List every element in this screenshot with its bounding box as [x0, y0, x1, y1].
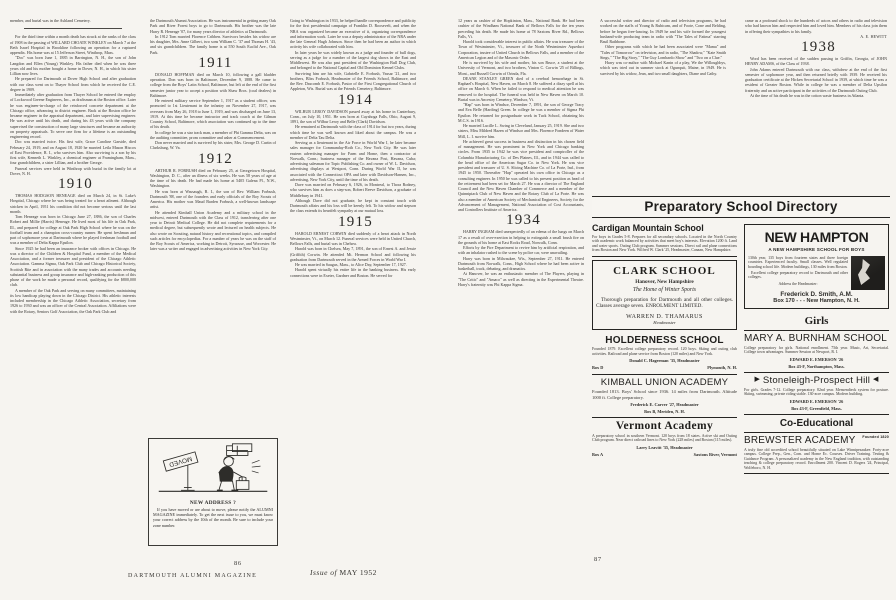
ad-headmaster-line: Donald C. Hagerman '35, Headmaster [629, 358, 700, 364]
paragraph: He achieved great success in business and distinction in his chosen field of management. He was prominent in New York and Chicago banking circles. From 1935 to 1942 he was vice president and comptroller of the Columbia Manufacturing Co. of Des Plaines, Ill., and in 1944 was called to the head office of the American Sugar Co. in New York. He was vice president and treasurer of U. S. Slicing Machine Co. of La Porte, Ind., from 1945 to 1950. Thereafter "Hap" operated his own office in Chicago as a consulting engineer. In 1950 he was called to his present position as head of the retirement had been set for March 27. He was a director of The England Council and the New Haven Chamber of Commerce and a member of the Quinnipiack Club of New Haven and the Rotary Club of La Porte. He was also a member of American Society of Mechanical Engineers, Society for the Advancement of Management, National Association of Cost Accountants, and Controllers Institute of America. [458, 138, 584, 212]
ad-headmaster-line: Larry Leavitt '35, Headmaster [636, 444, 693, 450]
paragraph: WILBUR LEROY DAVIDSON passed away at his home in Canterbury, Conn., on July 10, 1951. He was born at Cuyahoga Falls, Ohio, August 9, 1891, the son of Wilbur Leroy and Belle (Clark) Davidson. [290, 108, 416, 124]
issue-date: MAY 1952 [339, 568, 377, 577]
ad-body-text: A preparatory school in southern Vermont. 120 boys from 18 states. Active ski and Outing Club program. Near direct railroad lines to New York (228 miles) and Boston (115 miles). [592, 433, 737, 443]
paragraph: He entered military service September 1, 1917 as a student officer, was promoted to 1st Lieutenant in the infantry on November 27, 1917, was overseas from May 26, 1918 to June 1, 1919, and was discharged on June 13, 1919. At this time he became instructor and track coach at the Gilman Country School, Baltimore, which association was continued up to the time of his death. [150, 98, 276, 130]
paragraph: He is survived by his wife and mother, his son Bruce, a student at the University of Vermont, and two brothers, Vinton C. Corwin '25 of Billings, Mont., and Russell Corwin of Orinda, Fla. [458, 60, 584, 76]
page-number-right: 87 [594, 556, 602, 563]
class-year-heading-1912: 1912 [198, 150, 233, 167]
paragraph: A member of the Oak Park and serving on many committees, maintaining its low handicap playing down in the Chicago District. His athletic interests included membership in the Chicago Athletic Association, secretary from 1926 to 1930 and was an officer of the Central Association. Affiliations were with the Rotary, Seniors Golf Association, the Oak Park Club and [10, 287, 136, 314]
paragraph: Going to Washington in 1933, he helped handle correspondence and publicity for the first presidential campaign of Franklin D. Roosevelt, and when the NRA was organized became an executive of it, organizing correspondence and information work. Later he was a deputy administrator of the NRA under the late General Hugh Johnson. Since then he had been an author in which activity his wife collaborated with him. [290, 18, 416, 50]
ad-body-text: 130th year, 135 boys from fourteen states and three foreign countries. Experienced faculty. Small classes. Well regulated boarding school life. Modern buildings, 130 miles from Boston. [748, 255, 848, 269]
ad-body-text-2: Excellent college preparatory record to Dartmouth and other colleges. [748, 270, 848, 279]
ad-vermont-academy[interactable] [592, 418, 737, 460]
ad-box-number: Box D [592, 365, 604, 371]
ad-body-text: For girls. Grades 7-12. College preparatory. 82nd year. Mensendieck system for posture. Skiing, swimming, private riding stable. 130-acre campus. Modern building. [744, 387, 889, 397]
paragraph: ARTHUR R. FORBUSH died on February 25, at Georgetown Hospital, Washington, D. C., after an illness of six weeks. He was 58 years of age at the time of his death. He had made his home at 5405 Galena Pl., N.W., Washington. [150, 167, 276, 189]
paragraph: Immediately after graduation from Thayer School he entered the employ of Lockwood Greene Engineers, Inc., as draftsman at the Boston office. Later he was engineer-in-charge of the reinforced concrete department at the Chicago office, advancing to district engineer. Back at the Boston office he became engineer in the appraisal department, and later supervising engineer. He was active until his death, and during his 43 years with the company supervised the construction of many large structures and became an authority on property appraisals. To serve one firm for a lifetime is an outstanding engineering record. [10, 92, 136, 139]
svg-text:MOVED: MOVED [168, 454, 193, 468]
paragraph: He was married in Saugus, Mass., to Alice Day, September 17, 1927. [295, 262, 407, 267]
paragraph: Tom Heneage was born in Chicago June 27, 1886, the son of Charles Robert and Millie (Harris) Heneage. He lived most of his life in Oak Park, Ill., and prepared for college at Oak Park High School where he was on the football team and a champion cross-country runner. He spent freshman and part of sophomore year at Dartmouth where he played freshman football and was a member of Delta Kappa Epsilon. [10, 214, 136, 246]
paragraph: "Hap" was born in Windsor, December 7, 1891, the son of George Tracy and Eva Belle (Harding) Green. In college he was a member of Sigma Phi Epsilon. He returned for postgraduate work in Tuck School, obtaining his M.C.S. in 1916. [458, 102, 584, 123]
ad-school-name: Vermont Academy [615, 420, 714, 433]
paragraph: In later years he was widely known as a judge and founder of bull dogs, serving as a judge for a number of the largest dog shows in the East and Middlewest. He was also past president of the Washington Bull Dog Club, and belonged to the National Capital and Old Dominion Kennel Clubs. [290, 49, 416, 71]
paragraph: "Doc" was born June 1, 1885 in Barrington, N. H., the son of John Langdon and Ellen (Young) Winkley. His father died when he was three years old and his mother bought a home in Dover, N. H., in which his sister Lillian now lives. [10, 55, 136, 76]
paragraph: Serving as a lieutenant in the Air Force in World War I, he later became sales manager for Commanday-Roth Co., New York City. He was later eastern advertising manager for Farm and Home, then a contractor at Norwalk, Conn.; business manager of the Havana Post, Havana, Cuba; advertising salesman for Topic Publishing Co. and owner of W. L. Davidson, advertising displays at Westport, Conn. During World War II, he was associated with the Connecticut OPA and later with Davidson-Hansen, Inc., advertising, New York City, until the time of his death. [290, 140, 416, 182]
text-column-4 [458, 18, 584, 287]
paragraph: He married Lucille L. Swing in Cleveland, January 25, 1919. She and two sisters, Miss Mildred Hazen of Windsor and Mrs. Florence Fondeen of Water Mill, L. I. survive him. [458, 123, 584, 139]
issue-footer [310, 568, 377, 577]
ad-address-prompt: Address the Headmaster: [778, 281, 818, 286]
school-crest-icon [851, 256, 885, 290]
paragraph: Word has been received of the sudden passing in Griffin, Georgia, of JOHN HENRY ADAMS, of the Class of 1938. [745, 56, 887, 67]
triangle-left-icon: ◀ [872, 376, 879, 384]
magazine-footer-title: DARTMOUTH ALUMNI MAGAZINE [128, 573, 258, 579]
ad-address-line [592, 365, 737, 370]
class-year-heading-1915: 1915 [338, 213, 373, 230]
paragraph: 12 years as cashier of the Hopkinton, Mass., National Bank. He had been cashier of the Windham National Bank of Bellows Falls for the ten years preceding his death. He made his home at 78 Saxtons River Rd., Bellows Falls, Vt. [458, 18, 584, 39]
paragraph: John Adams entered Dartmouth with our class, withdrew at the end of the first semester of sophomore year, and then returned briefly with 1939. He received his graduation certificate at the Hicken Secretarial School in 1939, at which time he was a resident of Greater Boston. While in college he was a member of Delta Upsilon fraternity and an active participant in the activities of the Dartmouth Outing Club. [745, 66, 887, 93]
paragraph: Efforts by the Fire Department to revive him by artificial respiration, and with an inhalator rushed to the scene by police car, were unavailing. [458, 245, 584, 256]
ad-kimball-union-academy[interactable] [592, 375, 737, 419]
text-column-6 [745, 18, 887, 98]
paragraph: Although Dave did not graduate, he kept in constant touch with Dartmouth affairs and his loss will be keenly felt. To his widow and stepson the class extends its heartfelt sympathy at our mutual loss. [290, 197, 416, 214]
ad-cardigan-mountain-school[interactable] [592, 221, 737, 257]
ad-school-name: MARY A. BURNHAM SCHOOL [744, 333, 887, 345]
ad-school-name-text: BREWSTER ACADEMY [744, 435, 856, 447]
paragraph: Harry was born in Milwaukee, Wis., September 27, 1911. He entered Dartmouth from Norwalk, Conn., High School where he had been active in basketball, track, debating, and dramatics. [458, 255, 584, 271]
paragraph: Doc was married twice. His first wife, Grace Caroline Garside, died February 24, 1919, and on August 18, 1920 he married Leila Mason Hiscox of East Providence, R. I., who survives him. Also surviving is a son by his first wife, Kenneth L. Winkley, a chemical engineer at Framingham, Mass., four grandchildren, a sister Lillian, and a brother George. [10, 139, 136, 166]
new-address-title: NEW ADDRESS ? [189, 500, 237, 506]
section-label-text: Co-Educational [779, 418, 854, 430]
ad-school-name [744, 435, 889, 446]
paragraph: At Hanover, he was an enthusiastic member of The Players, playing in "The Critic" and "Amaco" as well as directing in the Experimental Theatre. Harry's fraternity was Phi Kappa Sigma. [458, 271, 584, 287]
paragraph: He remained at Dartmouth with the class of 1914 for but two years, during which time he was well known and liked about the campus. He was a member of Delta Tau Delta. [290, 124, 416, 140]
paragraph: HARRY INGRAM died unexpectedly of an edema of the lungs on March 17 as a result of over-exertion in helping to extinguish a small brush fire on the grounds of his home at East Rocks Road, Norwalk, Conn. [458, 229, 584, 245]
new-address-notice-box [148, 438, 278, 546]
paragraph: Don never married and is survived by his sister, Mrs. George D. Curtin of Clarksburg, W. Va. [150, 140, 276, 151]
ad-stoneleigh-prospect-hill[interactable] [744, 373, 889, 415]
section-label-text: Girls [804, 315, 829, 328]
text-column-5 [600, 18, 726, 76]
ad-address-line: Box 170 - - - New Hampton, N. H. [773, 298, 860, 305]
ad-clark-school[interactable] [592, 260, 737, 330]
paragraph: DEANE STANLEY GREEN died of a cerebral hemorrhage in St. Raphael's Hospital, New Haven, on March 8. He suffered a dizzy spell at his office on March 6. When he failed to respond to medical attention he was removed to the hospital. The funeral was held in New Haven on March 10. Burial was in Ancestry Cemetery, Windsor, Vt. [458, 75, 584, 102]
ad-school-name [744, 375, 889, 386]
paragraph: Harold took considerable interest in public affairs. He was treasurer of the Town of Westminster, Vt., treasurer of the North Westminster Aqueduct Corporation, trustee of United Church in Bellows Falls, and a member of the American Legion and of the Masonic Order. [458, 39, 584, 60]
paragraph: He was born at Wassaugh, R. I., the son of Rev. William Forbush, Dartmouth '88, one of the founders and early officials of the Boy Scouts of America. His mother was Maud Barden Forbush, a well-known landscape artist. [150, 188, 276, 210]
text-column-2 [150, 18, 276, 252]
new-address-body: If you have moved or are about to move, please notify the ALUMNI MAGAZINE immediately. To get the next issue to you, we must know your correct address by the 10th of the month. Be sure to include your zone number. [153, 507, 273, 528]
paragraph: He prepared for Dartmouth at Dover High School and after graduation with our class went on to Thayer School from which he received the C.E. degree in 1909. [10, 76, 136, 92]
directory-column-left [592, 221, 737, 474]
ad-tagline: The Home of Winter Sports [632, 286, 697, 293]
triangle-right-icon: ▶ [754, 376, 761, 384]
ad-box-number: Box A [592, 452, 604, 458]
paragraph: Other programs with which he had been associated were "Mama" and "Tales of Tomorrow" on television, and in radio, "The Shadow," "Kate Smith Sings," "The Big Story," "The Guy Lombardo Show" and "Two on a Clue." [600, 44, 726, 60]
ad-headmaster-line: Frederick E. Carver '27, Headmaster [630, 401, 699, 407]
ad-body-text: A truly fine old accredited school beautifully situated on Lake Winnipesaukee. Forty-acre campus. College Prep., Gen., Com. and Home Ec. Courses. Driver Training. Testing & Guidance Program. A personalized academy in the New England tradition, with outstanding teaching & college preparatory record. Enrollment 200. Vincent D. Rogers '24, Principal, Wolfeboro, N. H. [744, 447, 889, 470]
ad-subtitle: A NEW HAMPSHIRE SCHOOL FOR BOYS [768, 247, 865, 252]
ad-city-state: Saxtons River, Vermont [693, 452, 737, 458]
ad-body-text: For boys in Grades 5-8. Prepares for all secondary schools. Located in the North Country with academic work balanced by activities that meet boy's interests. Elevation 1200 ft. Land and water sports. Outing Club program. Summer sessions. Direct rail and plane connections from Boston and New York. Wilfred W. Clark '25, Headmaster, Canaan, New Hampshire. [592, 234, 737, 252]
paragraph: He attended Kimball Union Academy and a military school in the midwest, entered Dartmouth with the Class of 1912, transferring after one year to Detroit Medical College. He did not complete requirements for a medical degree, but subsequently wrote and lectured on health subjects. He also wrote on Scouting, natural history and recreational topics, and compiled such articles for encyclopedias. For a number of years he was on the staff of the Boy Scouts of America, working in Detroit, Syracuse, and Worcester. He later was a writer and engaged in advertising activities in New York City. [150, 209, 276, 252]
ad-address-line: Box B, Meriden, N. H. [644, 409, 685, 415]
paragraph: came as a profound shock to the hundreds of actors and others in radio and television who had known him and respected him and loved him. Members of his class join them in offering their sympathies to his family. [745, 18, 887, 34]
class-year-heading-1938: 1938 [801, 39, 836, 55]
ad-school-name: HOLDERNESS SCHOOL [605, 334, 724, 346]
page-number-left: 86 [234, 560, 242, 567]
paragraph: THOMAS HODGSON HENEAGE died on March 24, in St. Luke's Hospital, Chicago where he was being treated for a heart ailment. Although stricken in April, 1951 his condition did not become serious until the last month. [10, 193, 136, 214]
ad-address-line: Box 43-F, Northampton, Mass. [788, 364, 845, 370]
paragraph: Dave was married on February 6, 1926, in Montreal, to Thora Rodney, who survives him as does a step-son, Robert Reeve Davidson, a graduate of Middlebury in 1941. [290, 182, 416, 198]
ad-body-text: Thorough preparation for Dartmouth and all other colleges. Classes average seven. ENROLMENT LIMITED. [596, 296, 733, 310]
paragraph: Since 1925 he had been an insurance broker with offices in Chicago. He was a director of the Children & Hospital Fund, a member of the Medical Association, and a former treasurer and president of the Chicago Athletic Association. Gamma Sigma, Oak Park Club and Chicago Historical Society, Scottish Rite and in association with the many trades and accounts needing substantial business and group insurance and high-ranking production of this phase of the work he made a personal record, qualifying for the $800,000 club. [10, 245, 136, 288]
author-signature: A. E. HEWITT [860, 33, 887, 39]
ad-location: Hanover, New Hampshire [635, 278, 694, 285]
ad-contact-name: EDWARD E. EMERSON '26 [789, 398, 844, 404]
ad-school-name-text: Stoneleigh-Prospect Hill [762, 375, 871, 387]
class-year-heading-1911: 1911 [198, 54, 233, 71]
ad-school-name: Cardigan Mountain School [592, 223, 704, 233]
paragraph: For the third time within a month death has struck at the ranks of the class of 1908 in the passing of WILLARD CHOATE WINKLEY on March 7 at the Beth Israel Hospital in Brookline following an operation for a ruptured appendix. His home was at 15 Jefferson Street, Winthrop, Mass. [10, 34, 136, 55]
text-column-1 [10, 18, 136, 314]
paragraph: At the time of his death he was in the cotton waste business in Atlanta. [750, 92, 865, 98]
preparatory-school-directory [592, 196, 890, 474]
ad-headmaster-title: Headmaster [653, 319, 676, 325]
paragraph: the Dartmouth Alumni Association. He was instrumental in getting many Oak Park and River Forest boys to go to Dartmouth. His brother was the late Harry R. Heneage '07, for many years director of athletics at Dartmouth. [150, 18, 276, 34]
paragraph: HAROLD ERNEST CORWIN died suddenly of a heart attack in North Westminster, Vt., on March 12. Funeral services were held in United Church, Bellows Falls, and burial was in Chelsea. [290, 230, 416, 246]
ad-holderness-school[interactable] [592, 333, 737, 375]
class-year-heading-1934: 1934 [506, 212, 541, 229]
paragraph: In 1912 Tom married Florence Cribben. Survivors besides his widow are his daughter, Mrs. Anne Gilbert, two sons William C. '37 and Thomas H. '43, and six grandchildren. The family home is at 550 South Euclid Ave., Oak Park. [150, 33, 276, 55]
ad-school-name: CLARK SCHOOL [613, 264, 716, 277]
text-column-3 [290, 18, 416, 278]
ad-school-name: KIMBALL UNION ACADEMY [600, 376, 729, 388]
ad-body-text: Founded 1813. Boys' School since 1936. 14 miles from Dartmouth. Altitude 1000 ft. College preparatory. [592, 389, 737, 400]
ad-founded-tag: Founded 1820 [862, 435, 889, 440]
ad-brewster-academy[interactable] [744, 433, 889, 474]
paragraph: In college he was a star track man, a member of Phi Gamma Delta, was on the auditing committee, prom committee and usher at Commencement. [150, 129, 276, 140]
paragraph: DONALD HOFFMAN died on March 10, following a gall bladder operation. Don was born in Baltimore, December 9, 1888. He came to college from the Boys' Latin School, Baltimore, but left at the end of the first semester junior year to accept a position with Shaw Bros. (coal dealers) in Baltimore. [150, 71, 276, 98]
directory-section-girls [744, 312, 889, 331]
paragraph: Harold spent virtually his entire life in the banking business. His early connections were in Exeter, Gardner and Boston. He served for [290, 267, 416, 278]
class-year-heading-1914: 1914 [338, 91, 373, 108]
ad-school-name: NEW HAMPTON [764, 229, 869, 245]
moving-cartoon-illustration [151, 441, 275, 499]
class-year-heading-1910: 1910 [58, 176, 93, 192]
ad-address-line: Box 43-F, Greenfield, Mass. [791, 406, 842, 412]
paragraph: Funeral services were held in Winthrop with burial in the family lot at Dover, N. H. [10, 165, 136, 176]
ad-mary-a-burnham-school[interactable] [744, 331, 889, 373]
issue-label: Issue of [310, 568, 338, 577]
ad-new-hampton-school[interactable] [744, 224, 889, 309]
ad-address-line [592, 452, 737, 457]
paragraph: Harold was born in Chelsea, May 7, 1891, the son of Ernest A. and Jessie (Griffith) Corwin. He attended Mt. Hermon School and following his graduation from Dartmouth served in the Armed Forces in World War I. [290, 246, 416, 262]
ad-body-text: Founded 1879. Excellent college preparatory record. 120 boys. Skiing and outing club activities. Railroad and plane service from Boston (120 miles) and New York. [592, 347, 737, 356]
ad-city-state: Plymouth, N. H. [707, 365, 737, 371]
ad-contact-name: EDWARD E. EMERSON '26 [789, 356, 844, 362]
ad-body-text: College preparatory for girls. National enrollment. 75th year. Music, Art, Secretarial. College town advantages. Summer Session at Newport, R. I. [744, 345, 889, 355]
cartoon-svg [151, 441, 275, 499]
directory-header: Preparatory School Directory [592, 196, 890, 218]
directory-section-coeducational [744, 415, 889, 433]
paragraph: Harry was co-author with Michael Kanin of a play, We the Willoughbys, which was tried out in summer stock at Ogunquit, Maine, in 1949. He is survived by his widow, Jean, and two small daughters, Diane and Cathy. [600, 60, 726, 76]
paragraph: A successful writer and director of radio and television programs, he had worked on the staffs of Young & Rubicam, and of Foote, Cone and Belding, before he began free-lancing. In 1949 he and his wife formed the youngest husband-wife producing team in radio with "The Tales of Fatima" starring Basil Rathbone. [600, 18, 726, 44]
ad-headmaster-name: Frederick D. Smith, A.M. [780, 291, 853, 298]
paragraph: Surviving him are his wife, Gabrielle E. Forbush, Vassar '21, and two brothers, Bliss Forbush, Headmaster of the Friends School, Baltimore, and the Rev. Dascomb E. Forbush, Pastor of the First Congregational Church of Appleton, Wis. Burial was at the Friends Cemetery, Baltimore. [290, 70, 416, 92]
ad-headmaster-name: WARREN D. THAMARUS [626, 313, 703, 320]
paragraph: member, and burial was in the Ashland Cemetery. [10, 18, 91, 23]
directory-column-right [744, 221, 889, 474]
divider-rule [24, 28, 122, 29]
